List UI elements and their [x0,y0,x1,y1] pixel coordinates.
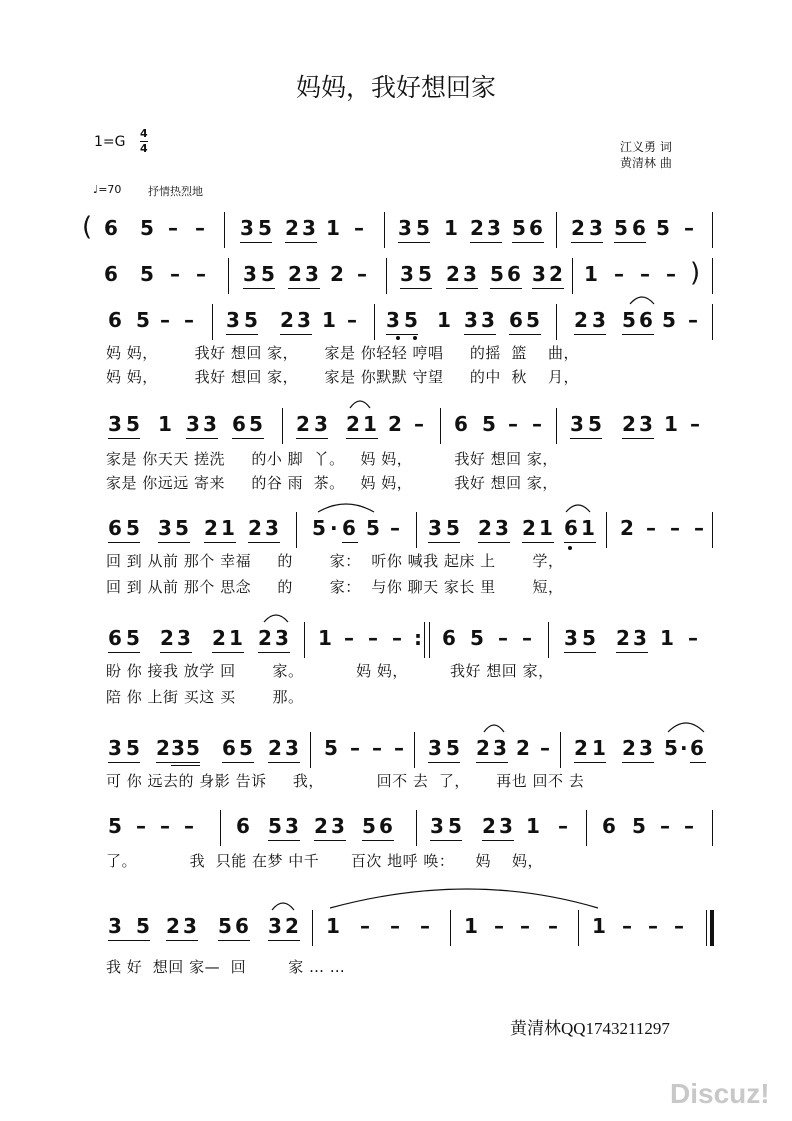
note: 3 [183,914,197,938]
watermark: Discuz! [670,1078,770,1109]
note: 2 [258,626,272,650]
note: 5 [404,308,418,332]
note: – [646,516,656,540]
note: 2 [388,412,402,436]
note: 6 [690,736,704,760]
note: – [622,914,632,938]
note: 5 [140,262,154,286]
note: – [498,626,508,650]
note: 6 [564,516,578,540]
note: 6 [104,262,118,286]
key-signature: 1=G [94,134,126,150]
composer-credit: 黄清林 曲 [620,156,672,170]
note: 2 [212,626,226,650]
note: 5 [526,308,540,332]
note: 2 [470,216,484,240]
note: 5 [656,216,670,240]
repeat-paren-open: ( [82,212,93,242]
note: – [522,626,532,650]
note: 5 [416,216,430,240]
note: – [670,516,680,540]
note: 3 [108,412,122,436]
note: : [414,626,422,650]
note: 3 [186,412,200,436]
note: 5 [126,412,140,436]
note: – [350,736,360,760]
note: 6 [632,216,646,240]
note: 6 [104,216,118,240]
note: 2 [285,914,299,938]
note: 2 [522,516,536,540]
note: 5 [239,736,253,760]
note: 5 [448,814,462,838]
note: 6 [108,516,122,540]
note: 5 [261,262,275,286]
note: 6 [379,814,393,838]
note: 3 [314,412,328,436]
note: 3 [265,516,279,540]
note: 5 [662,308,676,332]
note: 3 [108,736,122,760]
note: – [558,814,568,838]
note: 2 [574,736,588,760]
note: – [666,262,676,286]
note: 5 [362,814,376,838]
note: 3 [639,736,653,760]
note: – [520,914,530,938]
note: 6 [639,308,653,332]
note: 2 [622,412,636,436]
note: 5 [186,736,200,760]
lyric-line: 妈 妈， 我好 想回 家， 家是 你轻轻 哼唱 的摇 篮 曲， [106,344,580,362]
note: 2 [160,626,174,650]
note: 3 [275,626,289,650]
note: 6 [342,516,356,540]
note: 3 [464,308,478,332]
note: 1 [464,914,478,938]
note: 3 [177,626,191,650]
note: 5 [126,736,140,760]
note: 2 [346,412,360,436]
note: 3 [428,736,442,760]
note: 1 [444,216,458,240]
note: 3 [305,262,319,286]
note: 1 [326,914,340,938]
note: 2 [478,516,492,540]
note: 2 [314,814,328,838]
note: – [357,262,367,286]
tempo-marking: ♩=70 [93,183,122,196]
note: – [196,262,206,286]
note: 2 [330,262,344,286]
note: 2 [616,626,630,650]
note: 3 [240,216,254,240]
note: – [694,516,704,540]
note: 2 [204,516,218,540]
note: 2 [622,736,636,760]
note: 3 [386,308,400,332]
note: 3 [564,626,578,650]
note: – [372,736,382,760]
note: 2 [268,736,282,760]
note: 5 [482,412,496,436]
note: 5 [512,216,526,240]
note: 2 [476,736,490,760]
note: 1 [584,262,598,286]
note: – [136,814,146,838]
lyric-line: 妈 妈， 我好 想回 家， 家是 你默默 守望 的中 秋 月， [106,368,580,386]
note: – [354,216,364,240]
note: 1 [437,308,451,332]
note: 3 [158,516,172,540]
note: 2 [482,814,496,838]
note: 5 [470,626,484,650]
note: 5 [136,914,150,938]
lyric-line: 家是 你远远 寄来 的谷 雨 茶。 妈 妈， 我好 想回 家， [106,474,558,492]
note: 5 [312,516,326,540]
note: 1 [592,914,606,938]
note: 1 [318,626,332,650]
note: 1 [660,626,674,650]
note: – [688,308,698,332]
note: 3 [499,814,513,838]
note: – [614,262,624,286]
note: 1 [221,516,235,540]
note: 6 [507,262,521,286]
note: 3 [398,216,412,240]
lyric-line: 家是 你天天 搓洗 的小 脚 丫。 妈 妈， 我好 想回 家， [106,450,558,468]
note: 1 [581,516,595,540]
lyric-line: 回 到 从前 那个 思念 的 家： 与你 聊天 家长 里 短， [106,578,564,596]
expression-marking: 抒情热烈地 [148,185,203,198]
note: – [160,814,170,838]
note: 3 [430,814,444,838]
note: 2 [549,262,563,286]
note: 3 [495,516,509,540]
note: – [684,216,694,240]
note: 6 [108,308,122,332]
lyric-line: 了。 我 只能 在梦 中千 百次 地呼 唤： 妈 妈， [106,852,544,870]
note: 5 [268,814,282,838]
note: 6 [602,814,616,838]
note: – [184,814,194,838]
note: 5 [244,308,258,332]
note: 5 [446,736,460,760]
note: – [494,914,504,938]
note: 6 [232,412,246,436]
note: – [184,308,194,332]
note: – [160,308,170,332]
note: 3 [268,914,282,938]
note: 2 [574,308,588,332]
note: 3 [633,626,647,650]
note: 1 [363,412,377,436]
note: 6 [454,412,468,436]
note: 5 [582,626,596,650]
note: 5 [249,412,263,436]
note: – [690,412,700,436]
note: – [360,914,370,938]
note: 2 [285,216,299,240]
note: – [640,262,650,286]
note: – [390,914,400,938]
note: – [390,516,400,540]
note: 3 [532,262,546,286]
note: 3 [226,308,240,332]
note: – [688,626,698,650]
note: 3 [463,262,477,286]
note: 1 [326,216,340,240]
note: 3 [285,814,299,838]
lyric-line: 陪 你 上街 买这 买 那。 [106,688,304,706]
time-signature-bottom: 4 [140,142,148,155]
song-title: 妈妈，我好想回家 [295,73,496,102]
note: 1 [664,412,678,436]
note: 1 [539,516,553,540]
note: – [168,216,178,240]
note: – [548,914,558,938]
note: 5 [366,516,380,540]
note: 3 [297,308,311,332]
note: 3 [592,308,606,332]
note: 1 [229,626,243,650]
lyricist-credit: 江义勇 词 [620,140,672,154]
note: – [394,736,404,760]
note: 5 [664,736,678,760]
note: 3 [285,736,299,760]
note: 3 [400,262,414,286]
note: – [660,814,670,838]
repeat-paren-close: ) [690,258,701,288]
note: 2 [446,262,460,286]
note: 5 [588,412,602,436]
note: 2 [280,308,294,332]
note: 3 [108,914,122,938]
note: 3 [487,216,501,240]
note: 5 [490,262,504,286]
note: 3 [302,216,316,240]
note: 5 [136,308,150,332]
lyric-line: 盼 你 接我 放学 回 家。 妈 妈， 我好 想回 家， [106,662,554,680]
note: 3 [493,736,507,760]
note: – [648,914,658,938]
note: – [420,914,430,938]
note: 3 [639,412,653,436]
note: 6 [222,736,236,760]
note: 2 [620,516,634,540]
lyric-line: 回 到 从前 那个 幸福 的 家： 听你 喊我 起床 上 学， [106,552,564,570]
note: 3 [243,262,257,286]
note: 5 [622,308,636,332]
note: · [330,516,338,540]
note: 5 [126,516,140,540]
note: 2 [516,736,530,760]
note: 1 [322,308,336,332]
note: – [508,412,518,436]
note: 3 [428,516,442,540]
note: 2 [288,262,302,286]
note: – [684,814,694,838]
note: 3 [589,216,603,240]
note: 5 [108,814,122,838]
note: 5 [446,516,460,540]
note: 5 [140,216,154,240]
note: 3 [481,308,495,332]
note: – [368,626,378,650]
note: 3 [171,736,185,760]
note: – [674,914,684,938]
note: 5 [126,626,140,650]
note: 6 [442,626,456,650]
note: – [532,412,542,436]
note: 2 [248,516,262,540]
note: 2 [571,216,585,240]
note: 6 [509,308,523,332]
lyric-line: 可 你 远去的 身影 告诉 我， 回不 去 了， 再也 回不 去 [106,772,585,790]
note: 5 [324,736,338,760]
note: – [170,262,180,286]
note: 5 [632,814,646,838]
note: 6 [108,626,122,650]
note: – [344,626,354,650]
note: 5 [418,262,432,286]
note: – [540,736,550,760]
note: 5 [614,216,628,240]
note: 1 [592,736,606,760]
lyric-line: 我 好 想回 家— 回 家 … … [106,958,346,976]
note: 6 [236,814,250,838]
note: 1 [158,412,172,436]
note: 3 [203,412,217,436]
note: 6 [529,216,543,240]
note: 5 [218,914,232,938]
note: 5 [175,516,189,540]
note: 2 [296,412,310,436]
note: 2 [166,914,180,938]
note: 3 [570,412,584,436]
note: 1 [526,814,540,838]
arranger-signature: 黄清林QQ1743211297 [510,1019,670,1038]
note: 5 [258,216,272,240]
note: 6 [235,914,249,938]
note: – [392,626,402,650]
note: – [195,216,205,240]
note: – [347,308,357,332]
note: 3 [331,814,345,838]
time-signature-top: 4 [140,127,148,140]
note: – [414,412,424,436]
note: 2 [156,736,170,760]
note: · [680,736,688,760]
